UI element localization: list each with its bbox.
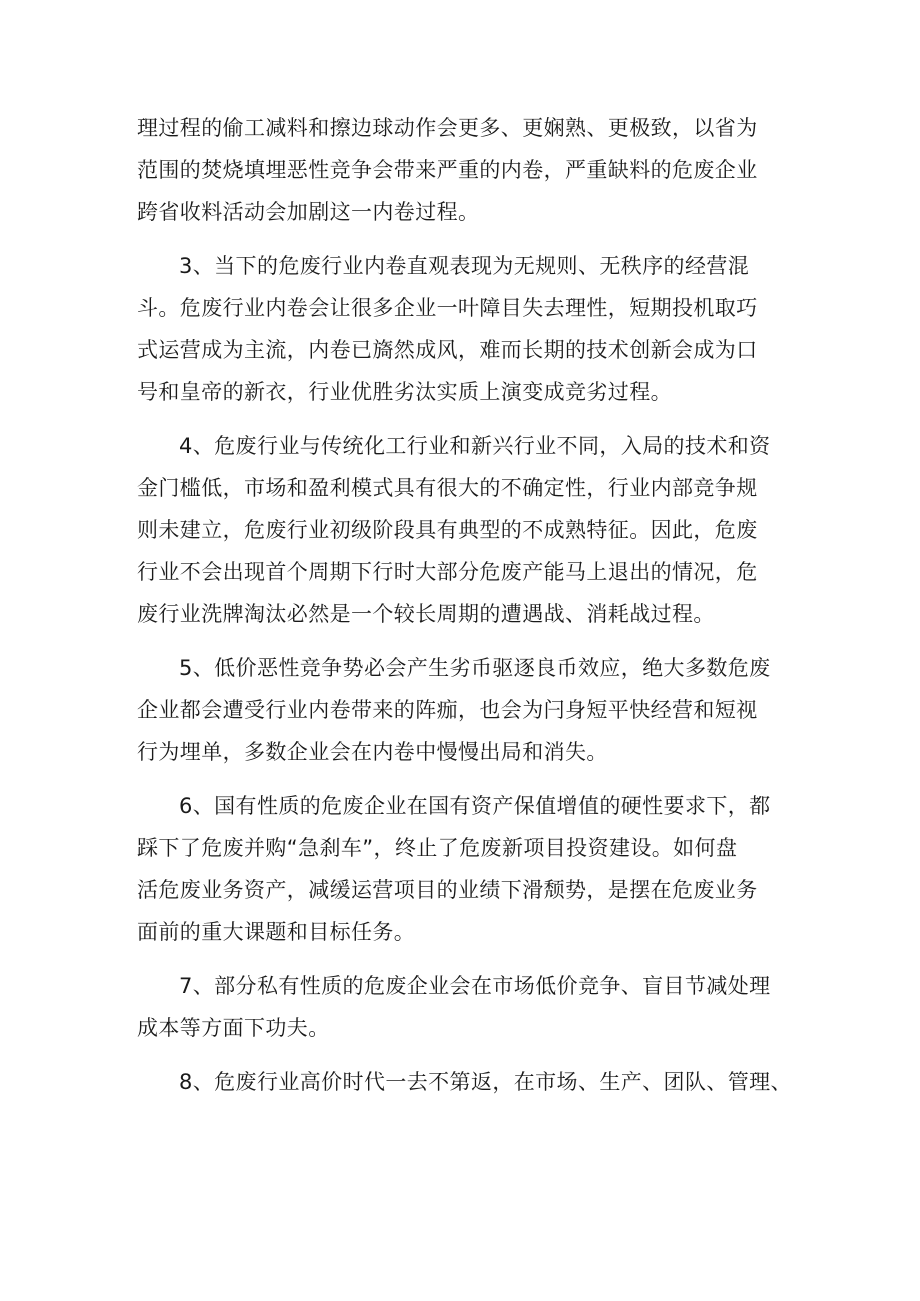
text-line: 理过程的偷工减料和擦边球动作会更多、更娴熟、更极致，以省为	[137, 116, 758, 140]
text-line: 式运营成为主流，内卷已旖然成风，难而长期的技术创新会成为口	[137, 338, 758, 362]
paragraph-item-7	[137, 965, 797, 1049]
text-line: 8、危废行业高价时代一去不第返，在市场、生产、团队、管理、	[179, 1070, 792, 1094]
paragraph-item-8	[137, 1061, 797, 1103]
paragraph-continuation	[137, 107, 797, 233]
paragraph-item-6	[137, 785, 797, 953]
text-line: 企业都会遭受行业内卷带来的阵痂，也会为闩身短平快经营和短视	[137, 698, 758, 722]
text-line: 号和皇帝的新衣，行业优胜劣汰实质上演变成竞劣过程。	[137, 380, 672, 404]
paragraph-item-4	[137, 425, 797, 635]
text-line: 成本等方面下功夫。	[137, 1016, 330, 1040]
text-line: 则未建立，危废行业初级阶段具有典型的不成熟特征。因此，危废	[137, 518, 758, 542]
text-line: 4、危废行业与传统化工行业和新兴行业不同，入局的技术和资	[179, 434, 771, 458]
text-line: 行业不会出现首个周期下行时大部分危废产能马上退出的情况，危	[137, 560, 758, 584]
text-line: 废行业洗牌淘汰必然是一个较长周期的遭遇战、消耗战过程。	[137, 602, 715, 626]
text-line: 踩下了危废并购“急刹车”，终止了危废新项目投资建设。如何盘	[137, 836, 738, 860]
paragraph-item-3	[137, 245, 797, 413]
text-line: 7、部分私有性质的危废企业会在市场低价竞争、盲目节减处理	[179, 974, 771, 998]
text-line: 斗。危废行业内卷会让很多企业一叶障目失去理性，短期投机取巧	[137, 296, 758, 320]
paragraph-item-5	[137, 647, 797, 773]
text-line: 行为埋单，多数企业会在内卷中慢慢出局和消失。	[137, 740, 608, 764]
text-line: 金门槛低，市场和盈利模式具有很大的不确定性，行业内部竞争规	[137, 476, 758, 500]
text-line: 面前的重大课题和目标任务。	[137, 920, 416, 944]
text-line: 5、低价恶性竞争势必会产生劣币驱逐良币效应，绝大多数危废	[179, 656, 771, 680]
document-body	[137, 107, 797, 1115]
text-line: 3、当下的危废行业内卷直观表现为无规则、无秩序的经营混	[179, 254, 750, 278]
text-line: 活危废业务资产，减缓运营项目的业绩下滑颓势，是摆在危废业务	[137, 878, 758, 902]
text-line: 6、国有性质的危废企业在国有资产保值增值的硬性要求下，都	[179, 794, 771, 818]
text-line: 跨省收料活动会加剧这一内卷过程。	[137, 200, 480, 224]
text-line: 范围的焚烧填埋恶性竞争会带来严重的内卷，严重缺料的危废企业	[137, 158, 758, 182]
